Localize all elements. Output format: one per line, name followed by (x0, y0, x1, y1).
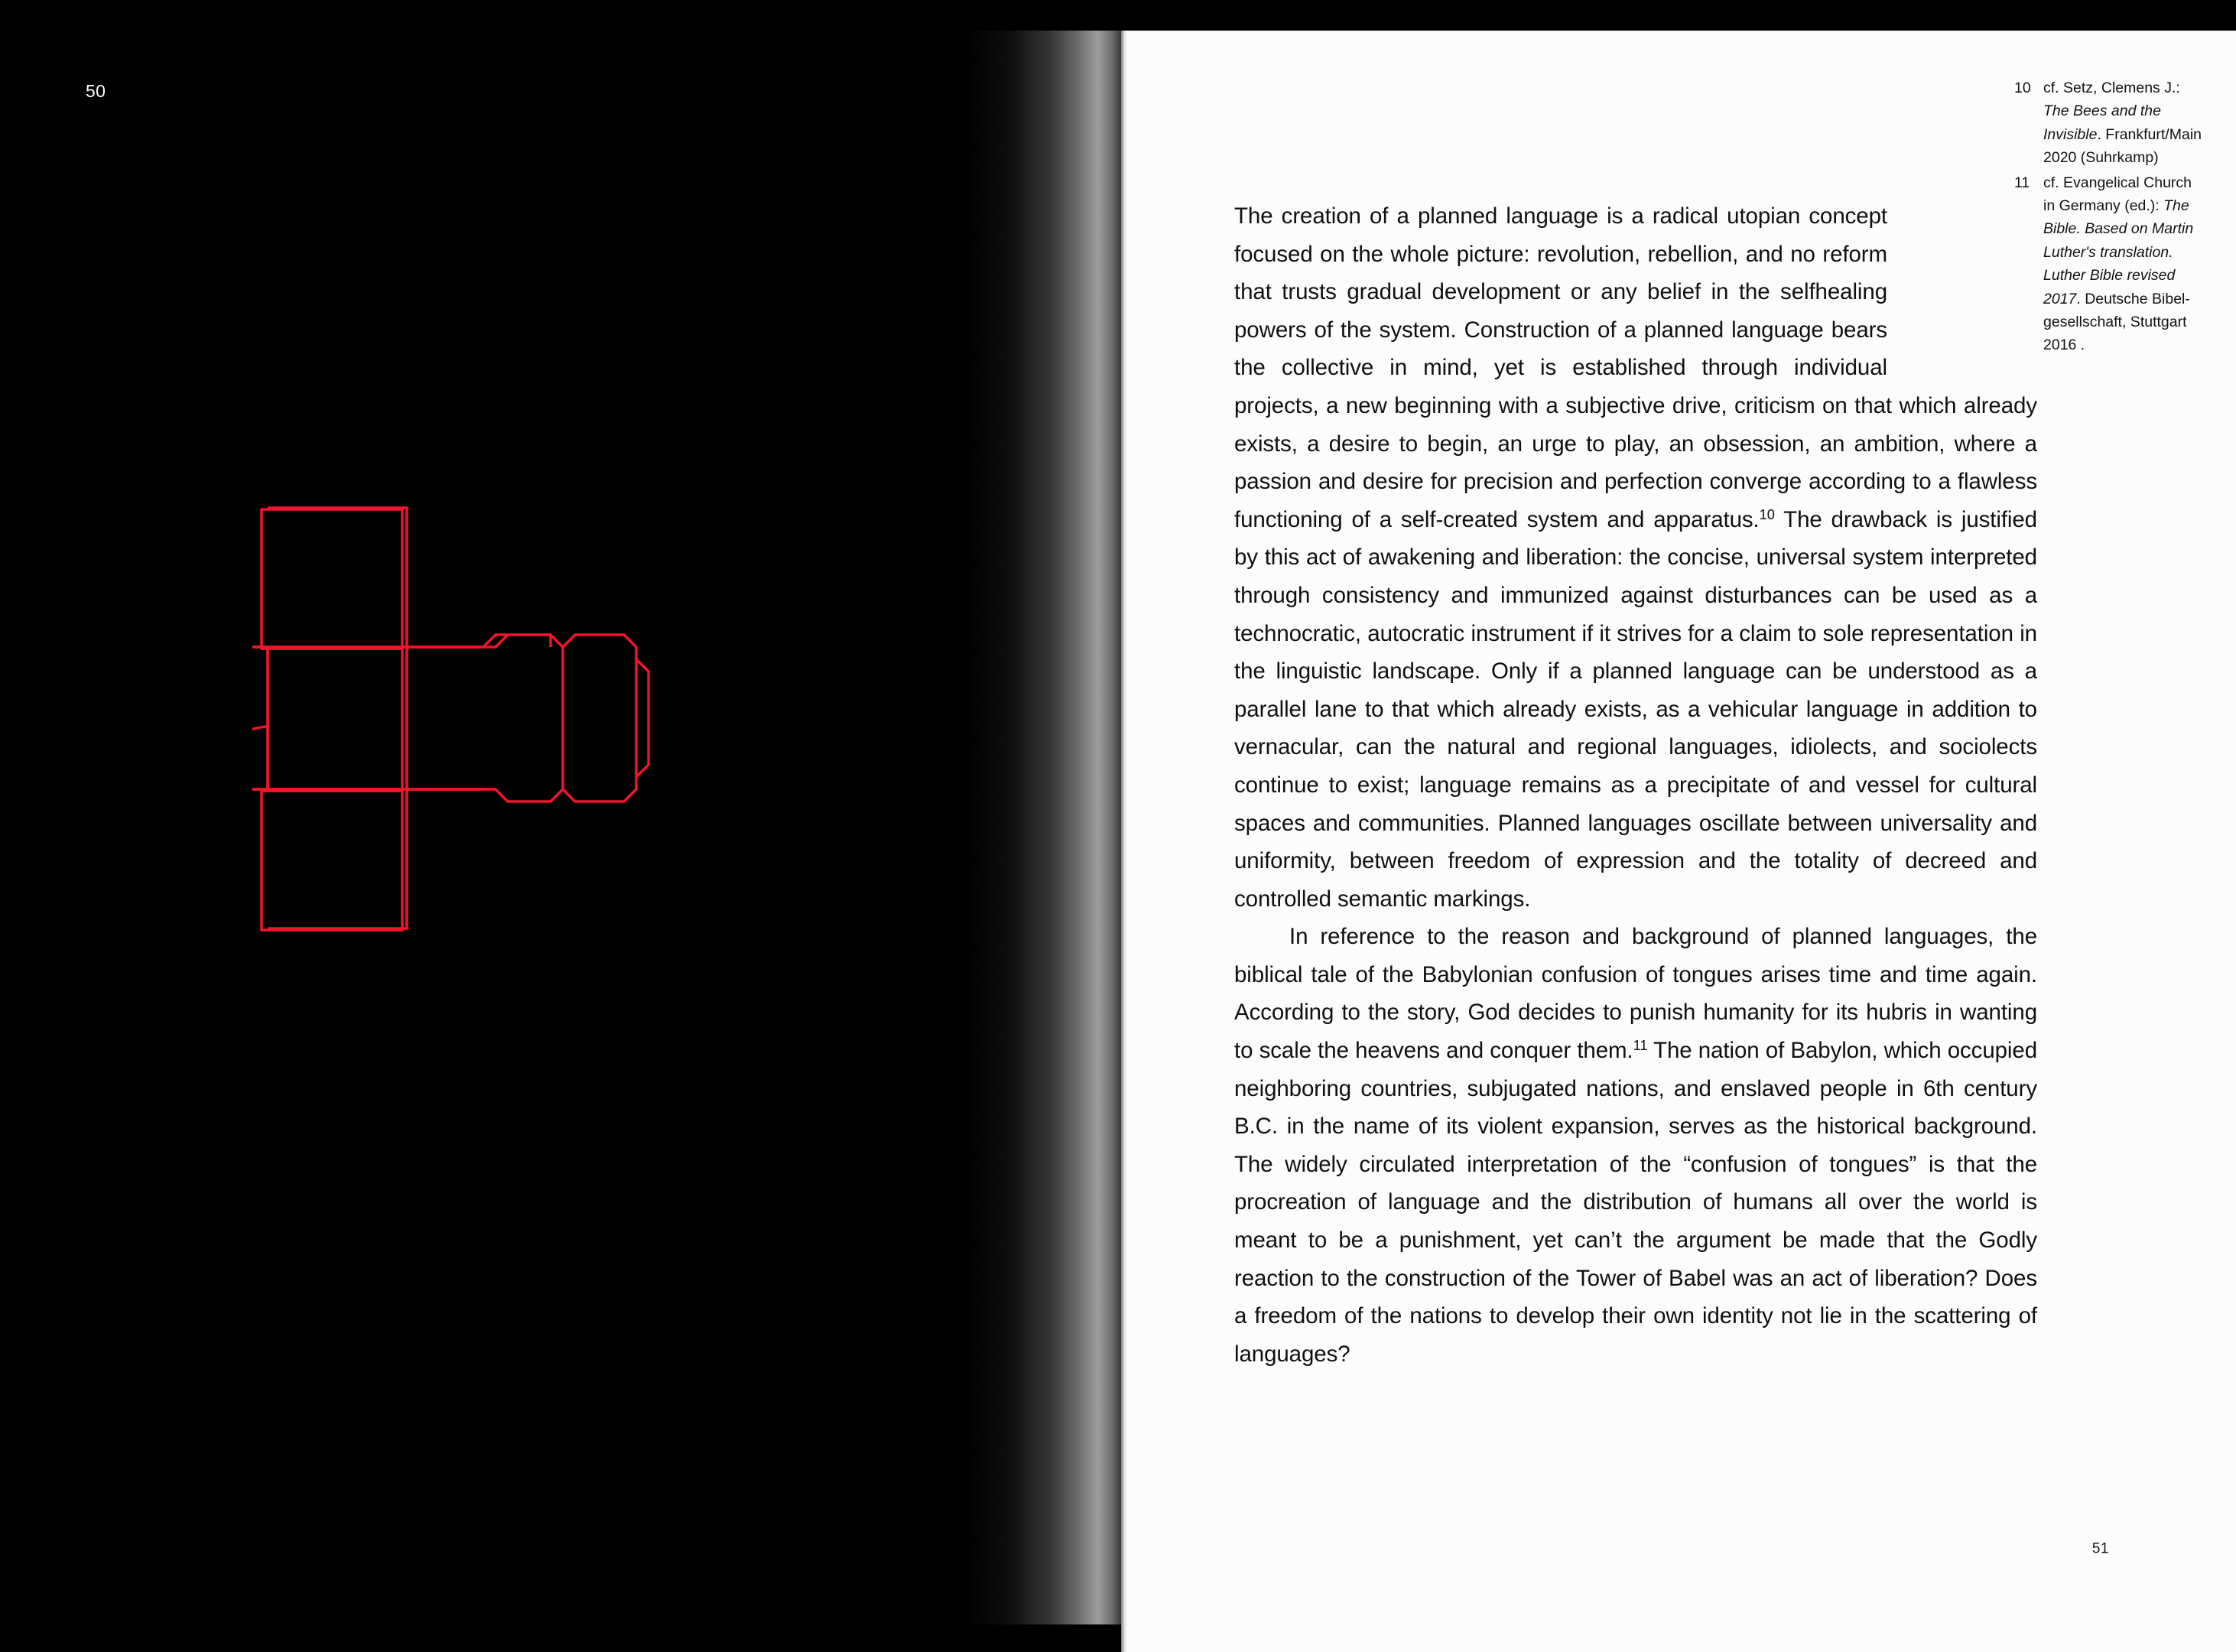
right-page (1127, 0, 2236, 1652)
page-number-right-value: 51 (2091, 1540, 2109, 1556)
page-number-right (2092, 1538, 2109, 1557)
footnote-number: 11 (2014, 174, 2030, 191)
page-gutter (1121, 0, 1127, 1652)
footnote-text: cf. Evangelical Church in Germany (ed.): The Bible. Based on Martin Luther's translation. Luther Bible revised 2017. Deutsche Bibel-gesellschaft, Stuttgart 2016 . (2043, 174, 2194, 354)
top-black-band (0, 0, 2236, 31)
footnote-ref-10: 10 (1759, 506, 1775, 522)
page-number-left: 50 (86, 81, 106, 101)
footnote-item (2014, 76, 2205, 170)
footnote-item (2014, 171, 2205, 357)
footnote-ref-11: 11 (1633, 1037, 1648, 1054)
footnote-number: 10 (2014, 80, 2031, 96)
body-text-column (1234, 197, 2037, 1373)
bottom-black-band (0, 1624, 1121, 1652)
page-fold-shadow (930, 0, 1121, 1652)
paragraph-1: The creation of a planned language is a radical utopian concept focused on the whole picture: revolution, rebellion, and no reform that trusts gradual development or any belief in the selfhealing powers of the system. Construction of a planned language bears the collective in mind, yet is established through individual projects, a new beginning with a subjective drive, criticism on that which already exists, a desire to begin, an urge to play, an obsession, an ambition, where a passion and desire for precision and perfection converge according to a flawless functioning of a self-created system and apparatus.$^{10}$ The drawback is justified by this act of awakening and liberation: the concise, universal system interpreted through consistency and immunized against disturbances can be used as a technocratic, autocratic instrument if it strives for a claim to sole representation in the linguistic landscape. Only if a planned language can be understood as a parallel lane to that which already exists, as a vehicular language in addition to vernacular, can the natural and regional languages, idiolects, and sociolects continue to exist; language remains as a precipitate of and vessel for cultural spaces and communities. Planned languages oscillate between universality and uniformity, between freedom of expression and the totality of decreed and controlled semantic markings. (1234, 197, 2037, 918)
cube-net-diagram (252, 497, 864, 975)
footnote-list (2014, 76, 2205, 359)
paragraph-2: In reference to the reason and background of planned languages, the biblical tale of the Babylonian confusion of tongues arises time and time again. According to the story, God decides to punish humanity for its hubris in wanting to scale the heavens and conquer them.$^{11}$ The nation of Babylon, which occupied neighboring countries, subjugated nations, and enslaved people in 6th century B.C. in the name of its violent expansion, serves as the historical background. The widely circulated interpretation of the “confusion of tongues” is that the procreation of language and the distribution of humans all over the world is meant to be a punishment, yet can’t the argument be made that the Godly reaction to the construction of the Tower of Babel was an act of liberation? Does a freedom of the nations to develop their own identity not lie in the scattering of languages? (1234, 924, 2037, 1367)
footnote-notch-spacer (1887, 197, 2037, 350)
footnote-text: cf. Setz, Clemens J.: The Bees and the Invisible. Frankfurt/Main 2020 (Suhrkamp) (2043, 80, 2202, 167)
